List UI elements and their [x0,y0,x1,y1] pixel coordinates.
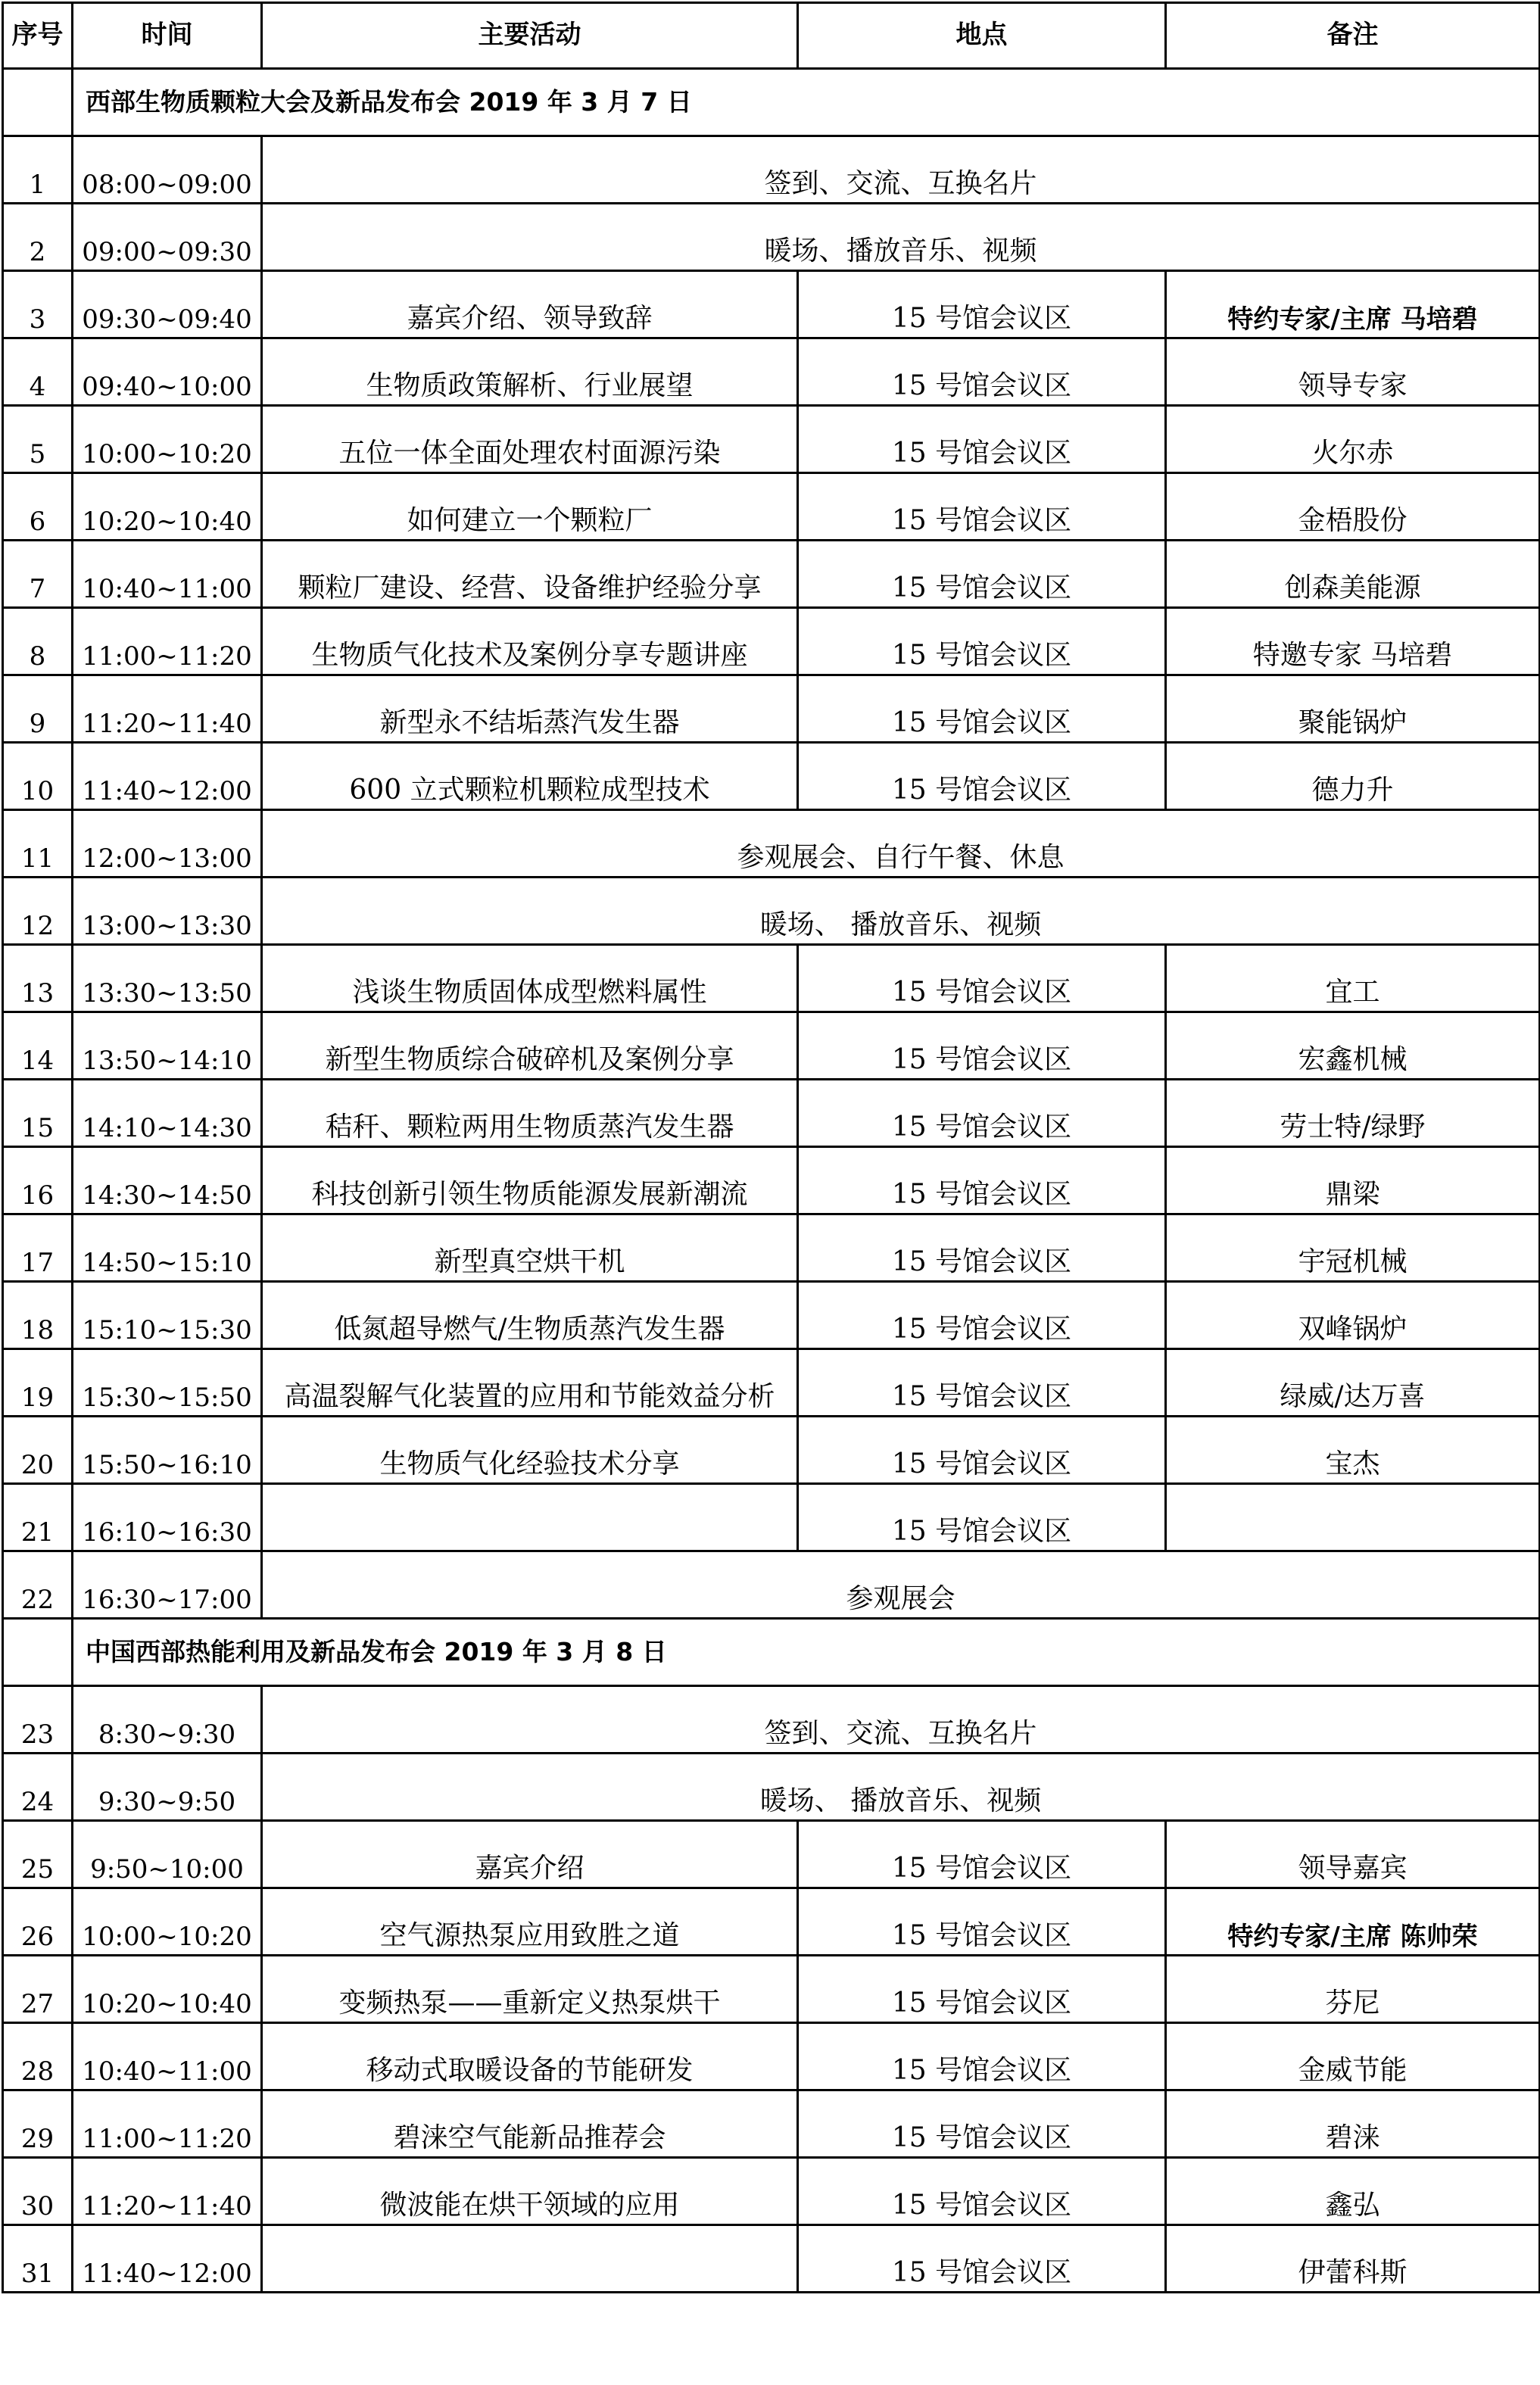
table-row [3,2158,1540,2225]
header-location: 地点 [798,3,1166,69]
row-activity: 嘉宾介绍 [262,1821,798,1888]
row-location: 15 号馆会议区 [798,1147,1166,1214]
row-activity: 颗粒厂建设、经营、设备维护经验分享 [262,541,798,608]
row-time: 11:40~12:00 [73,2225,262,2293]
table-row [3,810,1540,878]
table-row [3,2023,1540,2090]
row-activity [262,2225,798,2293]
row-time: 11:00~11:20 [73,2090,262,2158]
row-location: 15 号馆会议区 [798,541,1166,608]
row-time: 14:10~14:30 [73,1080,262,1147]
row-time: 12:00~13:00 [73,810,262,878]
header-no: 序号 [3,3,73,69]
session-title: 西部生物质颗粒大会及新品发布会 2019 年 3 月 7 日 [73,69,1540,136]
row-time: 14:30~14:50 [73,1147,262,1214]
row-activity [262,1484,798,1551]
row-location: 15 号馆会议区 [798,1349,1166,1417]
row-number: 1 [3,136,73,204]
row-note: 特邀专家 马培碧 [1166,608,1540,675]
row-number: 7 [3,541,73,608]
row-location: 15 号馆会议区 [798,2023,1166,2090]
table-row [3,271,1540,338]
table-row [3,204,1540,271]
table-row [3,1417,1540,1484]
header-activity: 主要活动 [262,3,798,69]
row-location: 15 号馆会议区 [798,1417,1166,1484]
row-number: 5 [3,406,73,473]
table-row [3,2225,1540,2293]
row-activity: 新型生物质综合破碎机及案例分享 [262,1012,798,1080]
row-time: 09:30~09:40 [73,271,262,338]
row-number: 14 [3,1012,73,1080]
row-note: 宇冠机械 [1166,1214,1540,1282]
session-header-row [3,69,1540,136]
row-number: 24 [3,1754,73,1821]
row-time: 9:30~9:50 [73,1754,262,1821]
row-number: 26 [3,1888,73,1956]
row-number: 6 [3,473,73,541]
row-location: 15 号馆会议区 [798,1821,1166,1888]
table-row [3,1214,1540,1282]
table-row [3,1012,1540,1080]
row-note: 伊蕾科斯 [1166,2225,1540,2293]
row-activity: 如何建立一个颗粒厂 [262,473,798,541]
row-activity: 暖场、 播放音乐、视频 [262,1754,1540,1821]
row-time: 15:10~15:30 [73,1282,262,1349]
row-time: 09:40~10:00 [73,338,262,406]
row-activity: 空气源热泵应用致胜之道 [262,1888,798,1956]
row-activity: 浅谈生物质固体成型燃料属性 [262,945,798,1012]
row-activity: 变频热泵——重新定义热泵烘干 [262,1956,798,2023]
row-location: 15 号馆会议区 [798,2225,1166,2293]
table-row [3,1956,1540,2023]
table-header-row [3,3,1540,69]
row-location: 15 号馆会议区 [798,1012,1166,1080]
row-time: 8:30~9:30 [73,1686,262,1754]
row-location: 15 号馆会议区 [798,1888,1166,1956]
row-activity: 移动式取暖设备的节能研发 [262,2023,798,2090]
row-time: 13:30~13:50 [73,945,262,1012]
schedule-table [2,2,1540,2293]
table-row [3,878,1540,945]
table-row [3,675,1540,743]
row-number: 12 [3,878,73,945]
row-activity: 高温裂解气化装置的应用和节能效益分析 [262,1349,798,1417]
table-row [3,1754,1540,1821]
row-time: 09:00~09:30 [73,204,262,271]
row-number: 18 [3,1282,73,1349]
row-number: 28 [3,2023,73,2090]
row-location: 15 号馆会议区 [798,271,1166,338]
row-note: 德力升 [1166,743,1540,810]
row-location: 15 号馆会议区 [798,675,1166,743]
table-row [3,1888,1540,1956]
session-no-cell [3,1619,73,1686]
row-time: 10:40~11:00 [73,541,262,608]
row-activity: 600 立式颗粒机颗粒成型技术 [262,743,798,810]
row-number: 30 [3,2158,73,2225]
row-note: 碧涞 [1166,2090,1540,2158]
row-note [1166,1484,1540,1551]
table-row [3,608,1540,675]
row-note: 特约专家/主席 马培碧 [1166,271,1540,338]
row-number: 31 [3,2225,73,2293]
row-note: 聚能锅炉 [1166,675,1540,743]
row-activity: 生物质气化经验技术分享 [262,1417,798,1484]
row-note: 金梧股份 [1166,473,1540,541]
table-row [3,406,1540,473]
row-note: 领导嘉宾 [1166,1821,1540,1888]
row-note: 双峰锅炉 [1166,1282,1540,1349]
row-time: 08:00~09:00 [73,136,262,204]
table-row [3,136,1540,204]
row-number: 23 [3,1686,73,1754]
row-activity: 嘉宾介绍、领导致辞 [262,271,798,338]
row-number: 2 [3,204,73,271]
table-row [3,1821,1540,1888]
row-number: 8 [3,608,73,675]
row-activity: 参观展会 [262,1551,1540,1619]
row-note: 宏鑫机械 [1166,1012,1540,1080]
table-row [3,1686,1540,1754]
row-time: 15:30~15:50 [73,1349,262,1417]
row-time: 10:40~11:00 [73,2023,262,2090]
row-time: 11:00~11:20 [73,608,262,675]
row-note: 鼎梁 [1166,1147,1540,1214]
row-note: 绿威/达万喜 [1166,1349,1540,1417]
row-number: 25 [3,1821,73,1888]
row-location: 15 号馆会议区 [798,1484,1166,1551]
table-row [3,473,1540,541]
row-activity: 科技创新引领生物质能源发展新潮流 [262,1147,798,1214]
table-row [3,1484,1540,1551]
row-note: 宜工 [1166,945,1540,1012]
row-location: 15 号馆会议区 [798,743,1166,810]
session-no-cell [3,69,73,136]
row-location: 15 号馆会议区 [798,1214,1166,1282]
row-location: 15 号馆会议区 [798,2158,1166,2225]
row-time: 10:00~10:20 [73,406,262,473]
row-time: 14:50~15:10 [73,1214,262,1282]
row-time: 11:20~11:40 [73,675,262,743]
row-activity: 新型永不结垢蒸汽发生器 [262,675,798,743]
row-activity: 五位一体全面处理农村面源污染 [262,406,798,473]
row-time: 16:30~17:00 [73,1551,262,1619]
table-row [3,743,1540,810]
row-time: 11:40~12:00 [73,743,262,810]
row-number: 21 [3,1484,73,1551]
row-note: 火尔赤 [1166,406,1540,473]
row-activity: 碧涞空气能新品推荐会 [262,2090,798,2158]
row-activity: 签到、交流、互换名片 [262,136,1540,204]
row-number: 10 [3,743,73,810]
row-time: 13:50~14:10 [73,1012,262,1080]
row-location: 15 号馆会议区 [798,1282,1166,1349]
row-number: 11 [3,810,73,878]
row-time: 10:00~10:20 [73,1888,262,1956]
row-number: 29 [3,2090,73,2158]
row-time: 9:50~10:00 [73,1821,262,1888]
row-number: 17 [3,1214,73,1282]
row-note: 鑫弘 [1166,2158,1540,2225]
table-row [3,945,1540,1012]
row-number: 22 [3,1551,73,1619]
row-note: 领导专家 [1166,338,1540,406]
row-location: 15 号馆会议区 [798,406,1166,473]
row-note: 金威节能 [1166,2023,1540,2090]
row-time: 13:00~13:30 [73,878,262,945]
header-note: 备注 [1166,3,1540,69]
row-activity: 秸秆、颗粒两用生物质蒸汽发生器 [262,1080,798,1147]
row-note: 特约专家/主席 陈帅荣 [1166,1888,1540,1956]
row-activity: 生物质政策解析、行业展望 [262,338,798,406]
row-activity: 微波能在烘干领域的应用 [262,2158,798,2225]
row-number: 4 [3,338,73,406]
table-row [3,1349,1540,1417]
row-number: 19 [3,1349,73,1417]
row-activity: 新型真空烘干机 [262,1214,798,1282]
row-activity: 暖场、 播放音乐、视频 [262,878,1540,945]
row-location: 15 号馆会议区 [798,1080,1166,1147]
row-number: 20 [3,1417,73,1484]
row-note: 创森美能源 [1166,541,1540,608]
row-activity: 暖场、播放音乐、视频 [262,204,1540,271]
table-row [3,338,1540,406]
row-time: 10:20~10:40 [73,473,262,541]
row-number: 3 [3,271,73,338]
table-row [3,1551,1540,1619]
row-note: 宝杰 [1166,1417,1540,1484]
row-activity: 签到、交流、互换名片 [262,1686,1540,1754]
row-location: 15 号馆会议区 [798,608,1166,675]
session-title: 中国西部热能利用及新品发布会 2019 年 3 月 8 日 [73,1619,1540,1686]
row-number: 27 [3,1956,73,2023]
table-row [3,541,1540,608]
row-note: 劳士特/绿野 [1166,1080,1540,1147]
table-row [3,1147,1540,1214]
row-location: 15 号馆会议区 [798,945,1166,1012]
row-activity: 参观展会、自行午餐、休息 [262,810,1540,878]
row-time: 10:20~10:40 [73,1956,262,2023]
row-location: 15 号馆会议区 [798,338,1166,406]
row-number: 13 [3,945,73,1012]
table-row [3,1080,1540,1147]
header-time: 时间 [73,3,262,69]
row-time: 11:20~11:40 [73,2158,262,2225]
row-location: 15 号馆会议区 [798,2090,1166,2158]
table-row [3,2090,1540,2158]
row-activity: 低氮超导燃气/生物质蒸汽发生器 [262,1282,798,1349]
row-note: 芬尼 [1166,1956,1540,2023]
row-number: 16 [3,1147,73,1214]
table-row [3,1282,1540,1349]
row-location: 15 号馆会议区 [798,1956,1166,2023]
row-time: 15:50~16:10 [73,1417,262,1484]
row-location: 15 号馆会议区 [798,473,1166,541]
row-time: 16:10~16:30 [73,1484,262,1551]
row-number: 9 [3,675,73,743]
session-header-row [3,1619,1540,1686]
row-number: 15 [3,1080,73,1147]
row-activity: 生物质气化技术及案例分享专题讲座 [262,608,798,675]
